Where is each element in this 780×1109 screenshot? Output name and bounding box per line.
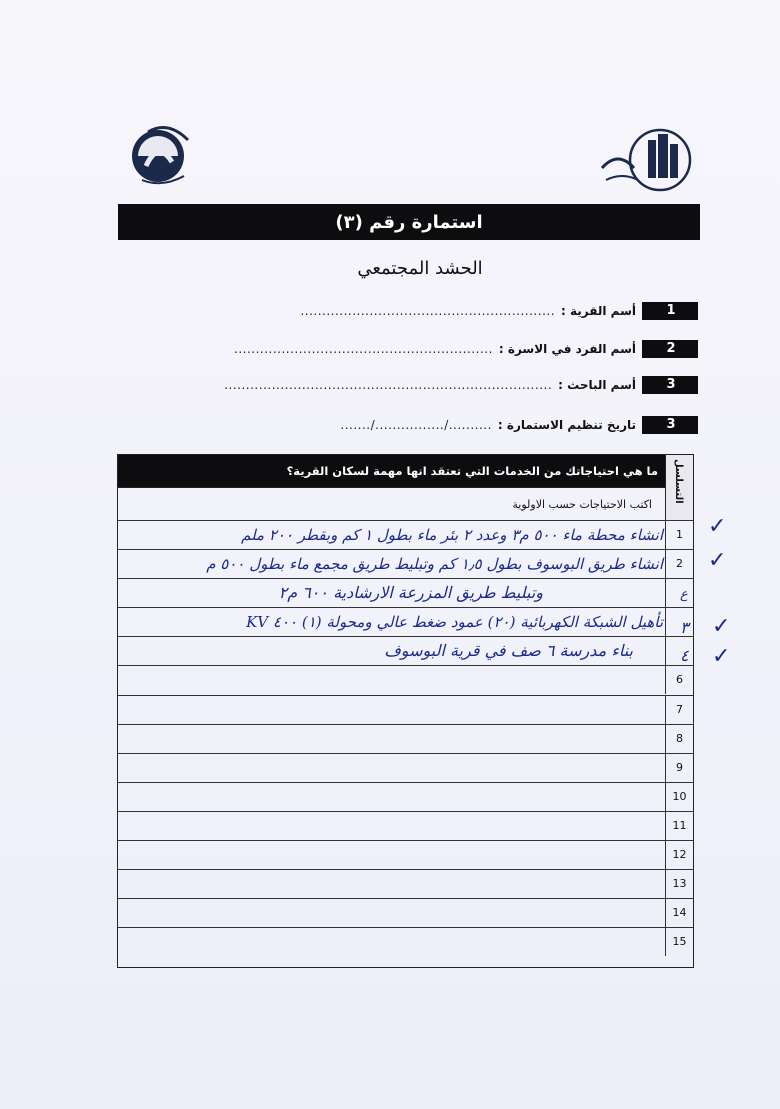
family-member-name-field[interactable] bbox=[234, 339, 698, 359]
check-mark-icon: ✓ bbox=[708, 548, 727, 573]
row-number: 8 bbox=[665, 725, 693, 753]
sequence-header: التسلسل bbox=[665, 455, 693, 520]
field-number: 1 bbox=[642, 302, 698, 320]
field-label: أسم الباحث : bbox=[558, 378, 636, 392]
table-row[interactable] bbox=[118, 724, 693, 753]
researcher-name-field[interactable] bbox=[224, 375, 698, 395]
field-label: أسم القرية : bbox=[561, 304, 636, 318]
row-number: 13 bbox=[665, 870, 693, 898]
table-row[interactable] bbox=[118, 695, 693, 724]
row-mark: ع bbox=[680, 587, 688, 602]
table-row[interactable] bbox=[118, 520, 693, 549]
row-number: 1 bbox=[665, 521, 693, 549]
row-number: 14 bbox=[665, 899, 693, 927]
ministry-of-planning-logo-icon bbox=[598, 120, 698, 195]
field-number: 3 bbox=[642, 376, 698, 394]
row-need: انشاء محطة ماء ٥٠٠ م٣ وعدد ٢ بئر ماء بطول ١ كم وبقطر ٢٠٠ ملم bbox=[241, 526, 663, 544]
field-number: 2 bbox=[642, 340, 698, 358]
check-mark-icon: ✓ bbox=[708, 514, 727, 539]
row-number: 10 bbox=[665, 783, 693, 811]
needs-table bbox=[117, 454, 694, 968]
field-blank: ............................................................................ bbox=[224, 378, 553, 392]
row-mark: ٣ bbox=[680, 618, 689, 637]
table-question: ما هي احتياجاتك من الخدمات التي تعتقد انها مهمة لسكان القرية؟ bbox=[118, 455, 666, 487]
field-blank: ........................................................... bbox=[300, 304, 556, 318]
row-number: 6 bbox=[665, 666, 693, 694]
field-number: 3 bbox=[642, 416, 698, 434]
row-number: 12 bbox=[665, 841, 693, 869]
row-need: وتبليط طريق المزرعة الارشادية ٦٠٠ م٢ bbox=[278, 583, 543, 602]
table-row[interactable] bbox=[118, 927, 693, 956]
row-number: 9 bbox=[665, 754, 693, 782]
row-need: تأهيل الشبكة الكهربائية (٢٠) عمود ضغط عالي ومحولة (١) ٤٠٠ KV bbox=[246, 613, 663, 631]
row-number: 15 bbox=[665, 928, 693, 956]
field-blank: ........../................/....... bbox=[340, 418, 492, 432]
table-row[interactable] bbox=[118, 782, 693, 811]
form-date-field[interactable] bbox=[340, 415, 698, 435]
village-name-field[interactable] bbox=[300, 301, 698, 321]
table-row[interactable] bbox=[118, 665, 693, 694]
table-row[interactable] bbox=[118, 578, 693, 607]
table-row[interactable] bbox=[118, 549, 693, 578]
row-need: انشاء طريق البوسوف بطول ١٫٥ كم وتبليط طريق مجمع ماء بطول ٥٠٠ م bbox=[206, 555, 663, 573]
row-need: بناء مدرسة ٦ صف في قرية البوسوف bbox=[384, 641, 633, 660]
check-mark-icon: ✓ bbox=[712, 644, 731, 669]
row-number bbox=[665, 579, 693, 607]
row-mark: ٤ bbox=[680, 646, 689, 665]
table-row[interactable] bbox=[118, 753, 693, 782]
form-title: استمارة رقم (٣) bbox=[118, 204, 700, 240]
field-label: تاريخ تنظيم الاستمارة : bbox=[497, 418, 636, 432]
table-row[interactable] bbox=[118, 636, 693, 665]
row-number: 11 bbox=[665, 812, 693, 840]
row-number: 2 bbox=[665, 550, 693, 578]
table-row[interactable] bbox=[118, 811, 693, 840]
table-row[interactable] bbox=[118, 869, 693, 898]
row-number: 7 bbox=[665, 696, 693, 724]
table-row[interactable] bbox=[118, 607, 693, 636]
form-subtitle: الحشد المجتمعي bbox=[357, 258, 483, 279]
priority-instruction: اكتب الاحتياجات حسب الاولوية bbox=[118, 487, 666, 520]
table-row[interactable] bbox=[118, 898, 693, 927]
table-row[interactable] bbox=[118, 840, 693, 869]
field-blank: ............................................................ bbox=[234, 342, 493, 356]
field-label: أسم الفرد في الاسرة : bbox=[498, 342, 636, 356]
social-fund-logo-icon bbox=[128, 118, 198, 188]
check-mark-icon: ✓ bbox=[712, 614, 731, 639]
